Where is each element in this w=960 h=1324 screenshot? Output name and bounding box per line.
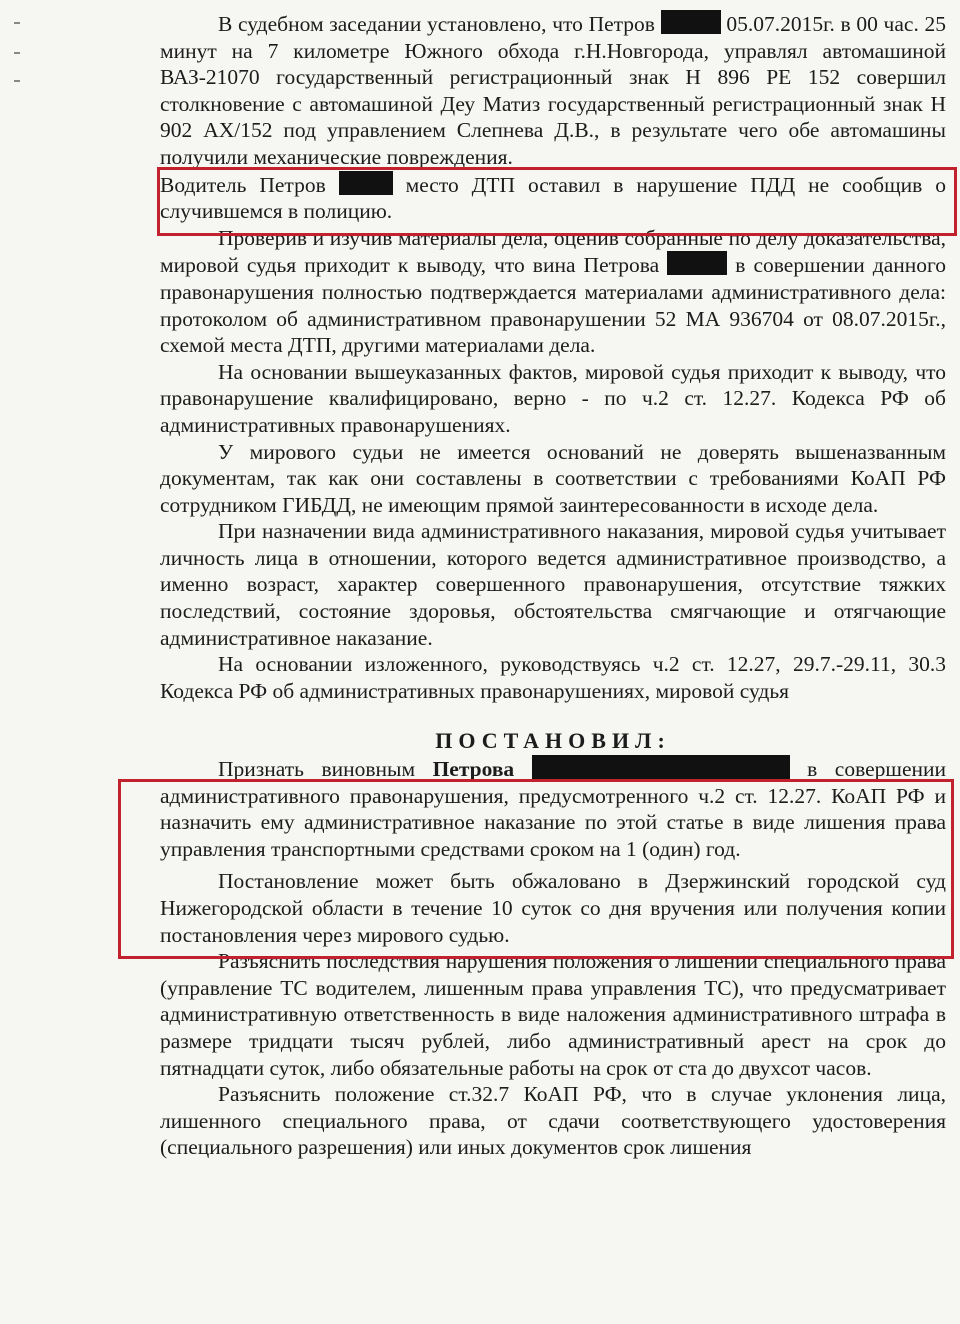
highlight-box-driver-left (157, 167, 957, 236)
text: 05.07.2015г. в 00 час. 25 минут на 7 километре Южного обхода г.Н.Новгорода, управлял автомашиной ВАЗ-21070 государственный регистрационный знак Н 896 РЕ 152 совершил столкновение с автомашиной Деу Матиз государственный регистрационный знак Н 902 АХ/152 под управлением Слепнева Д.В., в результате чего обе автомашины получили механические повреждения. (160, 12, 946, 169)
defendant-name: Петрова (432, 757, 515, 782)
paragraph-legal-basis: На основании изложенного, руководствуясь ч.2 ст. 12.27, 29.7.-29.11, 30.3 Кодекса РФ об административных правонарушениях, мировой судья (160, 652, 946, 703)
margin-mark (14, 52, 20, 54)
margin-mark (14, 22, 20, 24)
paragraph-consequences: Разъяснить последствия нарушения положения о лишении специального права (управление ТС водителем, лишенным права управления ТС), что предусматривает административную ответственность в виде наложения административного штрафа в размере тридцати тысяч рублей, либо административный арест на срок до пятнадцати суток, либо обязательные работы на срок от ста до двухсот часов. (160, 949, 946, 1080)
text: Признать виновным (218, 757, 416, 782)
paragraph-sentencing-factors: При назначении вида административного наказания, мировой судья учитывает личность лица в отношении, которого ведется административное производство, а именно возраст, характер совершенного правонарушения, отсутствие тяжких последствий, состояние здоровья, обстоятельства смягчающие и отягчающие административное наказание. (160, 519, 946, 650)
paragraph-appeal: Постановление может быть обжаловано в Дзержинский городской суд Нижегородской области в течение 10 суток со дня вручения или получения копии постановления через мирового судью. (160, 869, 946, 947)
text: в совершении данного правонарушения полностью подтверждается материалами административного дела: протоколом об административном правонарушении 52 МА 936704 от 08.07.2015г., схемой места ДТП, другими материалами дела. (160, 253, 947, 358)
paragraph-qualification: На основании вышеуказанных фактов, мировой судья приходит к выводу, что правонарушение квалифицировано, верно - по ч.2 ст. 12.27. Кодекса РФ об административных правонарушениях. (160, 359, 946, 437)
text: В судебном заседании установлено, что Петров (218, 12, 655, 36)
highlight-box-ruling (118, 779, 954, 959)
text: в совершении административного правонарушения, предусмотренного ч.2 ст. 12.27. КоАП РФ и назначить ему административное наказание по этой статье в виде лишения права управления транспортными средствами сроком на 1 (один) год. (160, 757, 947, 861)
text: Водитель Петров (160, 172, 326, 197)
ruling-heading: ПОСТАНОВИЛ: (435, 728, 671, 754)
text: Проверив и изучив материалы дела, оценив собранные по делу доказательства, мировой судья приходит к выводу, что вина Петрова (160, 225, 946, 278)
margin-mark (14, 80, 20, 82)
text: место ДТП оставил в нарушение ПДД не сообщив о случившемся в полицию. (160, 172, 946, 224)
paragraph-evidence (160, 225, 946, 359)
redaction-block (661, 10, 721, 34)
paragraph-article-32-7: Разъяснить положение ст.32.7 КоАП РФ, что в случае уклонения лица, лишенного специального права, от сдачи соответствующего удостоверения (специального разрешения) или иных документов срок лишения (160, 1082, 946, 1160)
redaction-block (667, 251, 727, 275)
paragraph-circumstances (160, 10, 946, 171)
paragraph-trust-documents: У мирового судьи не имеется оснований не доверять вышеназванным документам, так как они составлены в соответствии с требованиями КоАП РФ сотрудником ГИБДД, не имеющим прямой заинтересованности в исходе дела. (160, 439, 946, 517)
redaction-block (532, 755, 790, 779)
